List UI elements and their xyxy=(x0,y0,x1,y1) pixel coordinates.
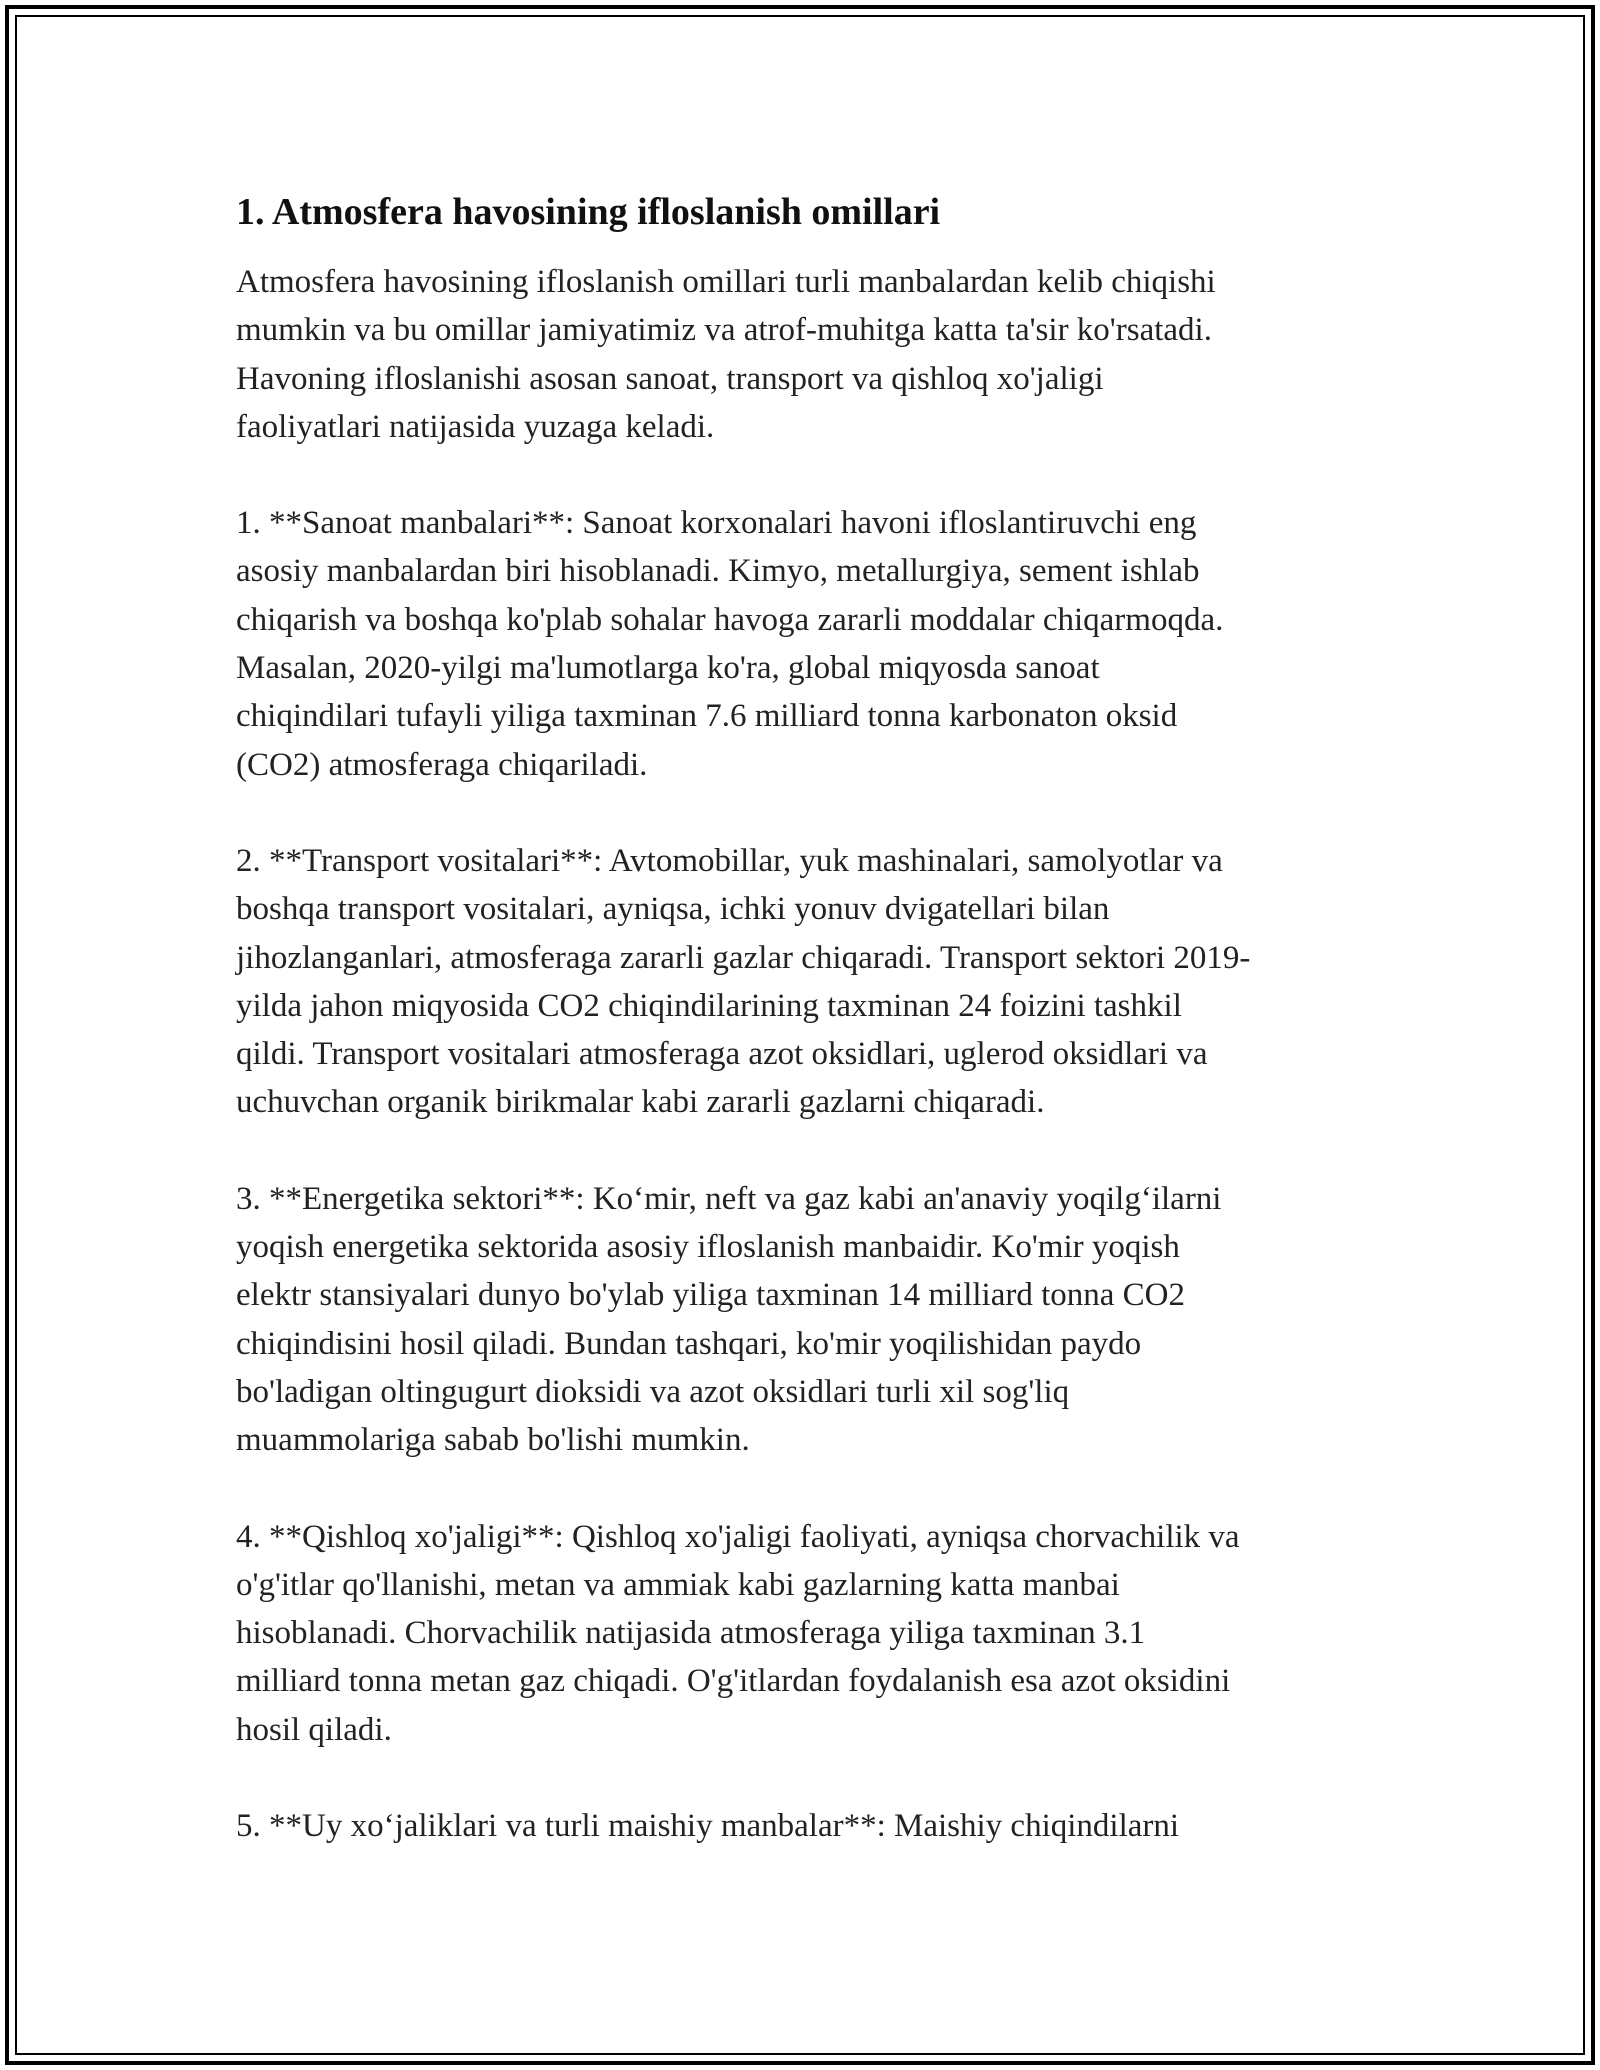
text-line: faoliyatlari natijasida yuzaga keladi. xyxy=(236,408,715,445)
text-line: chiqindilari tufayli yiliga taxminan 7.6 milliard tonna karbonaton oksid xyxy=(236,698,1178,735)
text-line: Masalan, 2020-yilgi ma'lumotlarga ko'ra, global miqyosda sanoat xyxy=(236,650,1100,687)
text-line: Atmosfera havosining ifloslanish omillari turli manbalardan kelib chiqishi xyxy=(236,264,1216,300)
text-line: boshqa transport vositalari, ayniqsa, ichki yonuv dvigatellari bilan xyxy=(236,891,1110,928)
text-line: jihozlanganlari, atmosferaga zararli gazlar chiqaradi. Transport sektori 2019- xyxy=(236,939,1251,976)
text-line: hisoblanadi. Chorvachilik natijasida atmosferaga yiliga taxminan 3.1 xyxy=(236,1615,1146,1652)
paragraph xyxy=(236,1802,1376,1850)
text-line: chiqarish va boshqa ko'plab sohalar havoga zararli moddalar chiqarmoqda. xyxy=(236,601,1224,638)
text-line: o'g'itlar qo'llanishi, metan va ammiak kabi gazlarning katta manbai xyxy=(236,1566,1120,1603)
text-line: yoqish energetika sektorida asosiy ifloslanish manbaidir. Ko'mir yoqish xyxy=(236,1229,1180,1266)
text-line: (CO2) atmosferaga chiqariladi. xyxy=(236,746,648,783)
text-line: 4. **Qishloq xo'jaligi**: Qishloq xo'jaligi faoliyati, ayniqsa chorvachilik va xyxy=(236,1518,1240,1555)
text-line: muammolariga sabab bo'lishi mumkin. xyxy=(236,1422,750,1459)
text-line: Havoning ifloslanishi asosan sanoat, transport va qishloq xo'jaligi xyxy=(236,360,1104,397)
document-title: 1. Atmosfera havosining ifloslanish omillari xyxy=(236,191,941,233)
document-body xyxy=(236,186,1376,1898)
paragraph xyxy=(236,837,1376,1127)
text-line: hosil qiladi. xyxy=(236,1711,392,1748)
text-line: 3. **Energetika sektori**: Ko‘mir, neft va gaz kabi an'anaviy yoqilg‘ilarni xyxy=(236,1180,1222,1217)
text-line: elektr stansiyalari dunyo bo'ylab yiliga taxminan 14 milliard tonna CO2 xyxy=(236,1277,1186,1314)
text-line: yilda jahon miqyosida CO2 chiqindilarining taxminan 24 foizini tashkil xyxy=(236,987,1182,1024)
text-line: uchuvchan organik birikmalar kabi zararli gazlarni chiqaradi. xyxy=(236,1084,1045,1121)
text-line: 1. **Sanoat manbalari**: Sanoat korxonalari havoni ifloslantiruvchi eng xyxy=(236,505,1197,542)
text-line: asosiy manbalardan biri hisoblanadi. Kimyo, metallurgiya, sement ishlab xyxy=(236,553,1200,590)
paragraph xyxy=(236,1513,1376,1754)
text-line: bo'ladigan oltingugurt dioksidi va azot oksidlari turli xil sog'liq xyxy=(236,1373,1070,1410)
paragraph xyxy=(236,258,1376,451)
text-line: 2. **Transport vositalari**: Avtomobillar, yuk mashinalari, samolyotlar va xyxy=(236,842,1223,879)
paragraph xyxy=(236,499,1376,789)
paragraph xyxy=(236,1175,1376,1465)
text-line: qildi. Transport vositalari atmosferaga azot oksidlari, uglerod oksidlari va xyxy=(236,1036,1208,1073)
text-line: chiqindisini hosil qiladi. Bundan tashqari, ko'mir yoqilishidan paydo xyxy=(236,1325,1142,1362)
text-line: 5. **Uy xo‘jaliklari va turli maishiy manbalar**: Maishiy chiqindilarni xyxy=(236,1808,1180,1845)
paragraph-list xyxy=(236,258,1376,1850)
text-line: milliard tonna metan gaz chiqadi. O'g'itlardan foydalanish esa azot oksidini xyxy=(236,1663,1231,1700)
text-line: mumkin va bu omillar jamiyatimiz va atrof-muhitga katta ta'sir ko'rsatadi. xyxy=(236,312,1212,349)
